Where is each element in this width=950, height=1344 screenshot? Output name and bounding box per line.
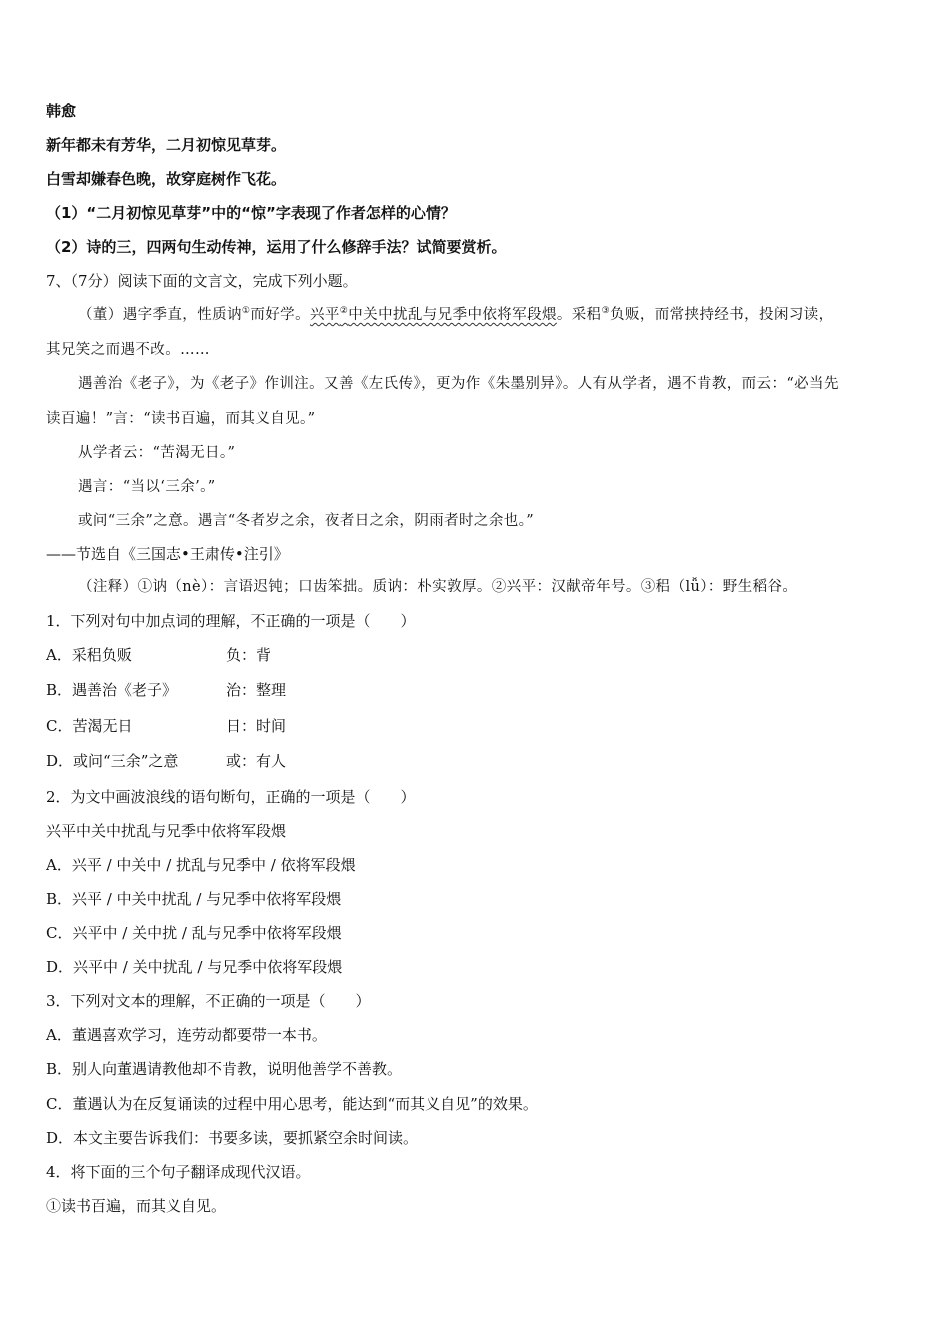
footnote-marker-3: ③ <box>601 306 611 316</box>
passage-paragraph-3: 从学者云：“苦渴无日。” <box>78 445 236 461</box>
passage-paragraph-2-cont: 读百遍！”言：“读书百遍，而其义自见。” <box>46 411 316 427</box>
option-value: 日：时间 <box>226 717 287 735</box>
passage-paragraph-5: 或问“三余”之意。遇言“冬者岁之余，夜者日之余，阴雨者时之余也。” <box>78 513 535 529</box>
poem-question-1: （1）“二月初惊见草芽”中的“惊”字表现了作者怎样的心情？ <box>46 204 456 222</box>
question-2-option-d: D．兴平中 / 关中扰乱 / 与兄季中依将军段煨 <box>46 958 343 976</box>
wavy-underlined-sentence <box>310 307 557 323</box>
passage-paragraph-4: 遇言：“当以‘三余’。” <box>78 479 216 495</box>
question-3-option-b: B．别人向董遇请教他却不肯教，说明他善学不善教。 <box>46 1060 403 1078</box>
question-3-option-d: D．本文主要告诉我们：书要多读，要抓紧空余时间读。 <box>46 1129 419 1147</box>
passage-source: ——节选自《三国志•王肃传•注引》 <box>46 545 289 563</box>
passage-text: 。采稆 <box>556 307 602 323</box>
passage-notes: （注释）①讷（nè）：言语迟钝；口齿笨拙。质讷：朴实敦厚。②兴平：汉献帝年号。③稆（lǚ）：野生稻谷。 <box>78 579 798 595</box>
option-text: B．遇善治《老子》 <box>46 681 178 699</box>
question-4-stem: 4．将下面的三个句子翻译成现代汉语。 <box>46 1163 311 1181</box>
question-1-option-a <box>46 645 272 665</box>
question-1-option-c <box>46 716 287 736</box>
poem-author: 韩愈 <box>46 102 77 120</box>
passage-text: 负贩，而常挟持经书，投闲习读， <box>610 307 834 323</box>
option-value: 治：整理 <box>226 681 287 699</box>
question-3-stem: 3．下列对文本的理解，不正确的一项是（ ） <box>46 992 371 1010</box>
question-4-item-1: ①读书百遍，而其义自见。 <box>46 1197 227 1215</box>
passage-paragraph-1 <box>78 305 834 325</box>
passage-text: 兴平 <box>309 307 340 323</box>
question-2-stem: 2．为文中画波浪线的语句断句，正确的一项是（ ） <box>46 788 416 806</box>
section-7-title: 7、（7分）阅读下面的文言文，完成下列小题。 <box>46 272 358 290</box>
footnote-marker-2: ② <box>339 306 349 316</box>
option-value: 或：有人 <box>226 752 287 770</box>
question-1-option-d <box>46 751 287 771</box>
poem-question-2: （2）诗的三，四两句生动传神，运用了什么修辞手法？试简要赏析。 <box>46 238 507 256</box>
passage-text: 中关中扰乱与兄季中依将军段煨 <box>348 307 557 323</box>
question-2-option-b: B．兴平 / 中关中扰乱 / 与兄季中依将军段煨 <box>46 890 342 908</box>
passage-paragraph-2: 遇善治《老子》，为《老子》作训注。又善《左氏传》，更为作《朱墨别异》。人有从学者，遇不肯教，而云：“必当先 <box>78 376 839 392</box>
question-1-stem: 1．下列对句中加点词的理解，不正确的一项是（ ） <box>46 612 416 630</box>
question-2-option-c: C．兴平中 / 关中扰 / 乱与兄季中依将军段煨 <box>46 924 342 942</box>
question-2-option-a: A．兴平 / 中关中 / 扰乱与兄季中 / 依将军段煨 <box>46 856 356 874</box>
passage-text: 而好学。 <box>250 307 310 323</box>
question-2-sentence: 兴平中关中扰乱与兄季中依将军段煨 <box>46 822 287 840</box>
passage-text: （董）遇字季直，性质讷 <box>78 307 242 323</box>
question-1-option-b <box>46 680 287 700</box>
question-3-option-a: A．董遇喜欢学习，连劳动都要带一本书。 <box>46 1026 327 1044</box>
poem-line-1: 新年都未有芳华，二月初惊见草芽。 <box>46 136 287 154</box>
option-text: A．采稆负贩 <box>46 646 132 664</box>
option-text: D．或问“三余”之意 <box>46 752 179 770</box>
option-text: C．苦渴无日 <box>46 717 133 735</box>
question-3-option-c: C．董遇认为在反复诵读的过程中用心思考，能达到“而其义自见”的效果。 <box>46 1095 538 1113</box>
option-value: 负：背 <box>226 646 272 664</box>
footnote-marker-1: ① <box>241 306 251 316</box>
poem-line-2: 白雪却嫌春色晚，故穿庭树作飞花。 <box>46 170 287 188</box>
passage-paragraph-1-cont: 其兄笑之而遇不改。…… <box>46 342 210 358</box>
